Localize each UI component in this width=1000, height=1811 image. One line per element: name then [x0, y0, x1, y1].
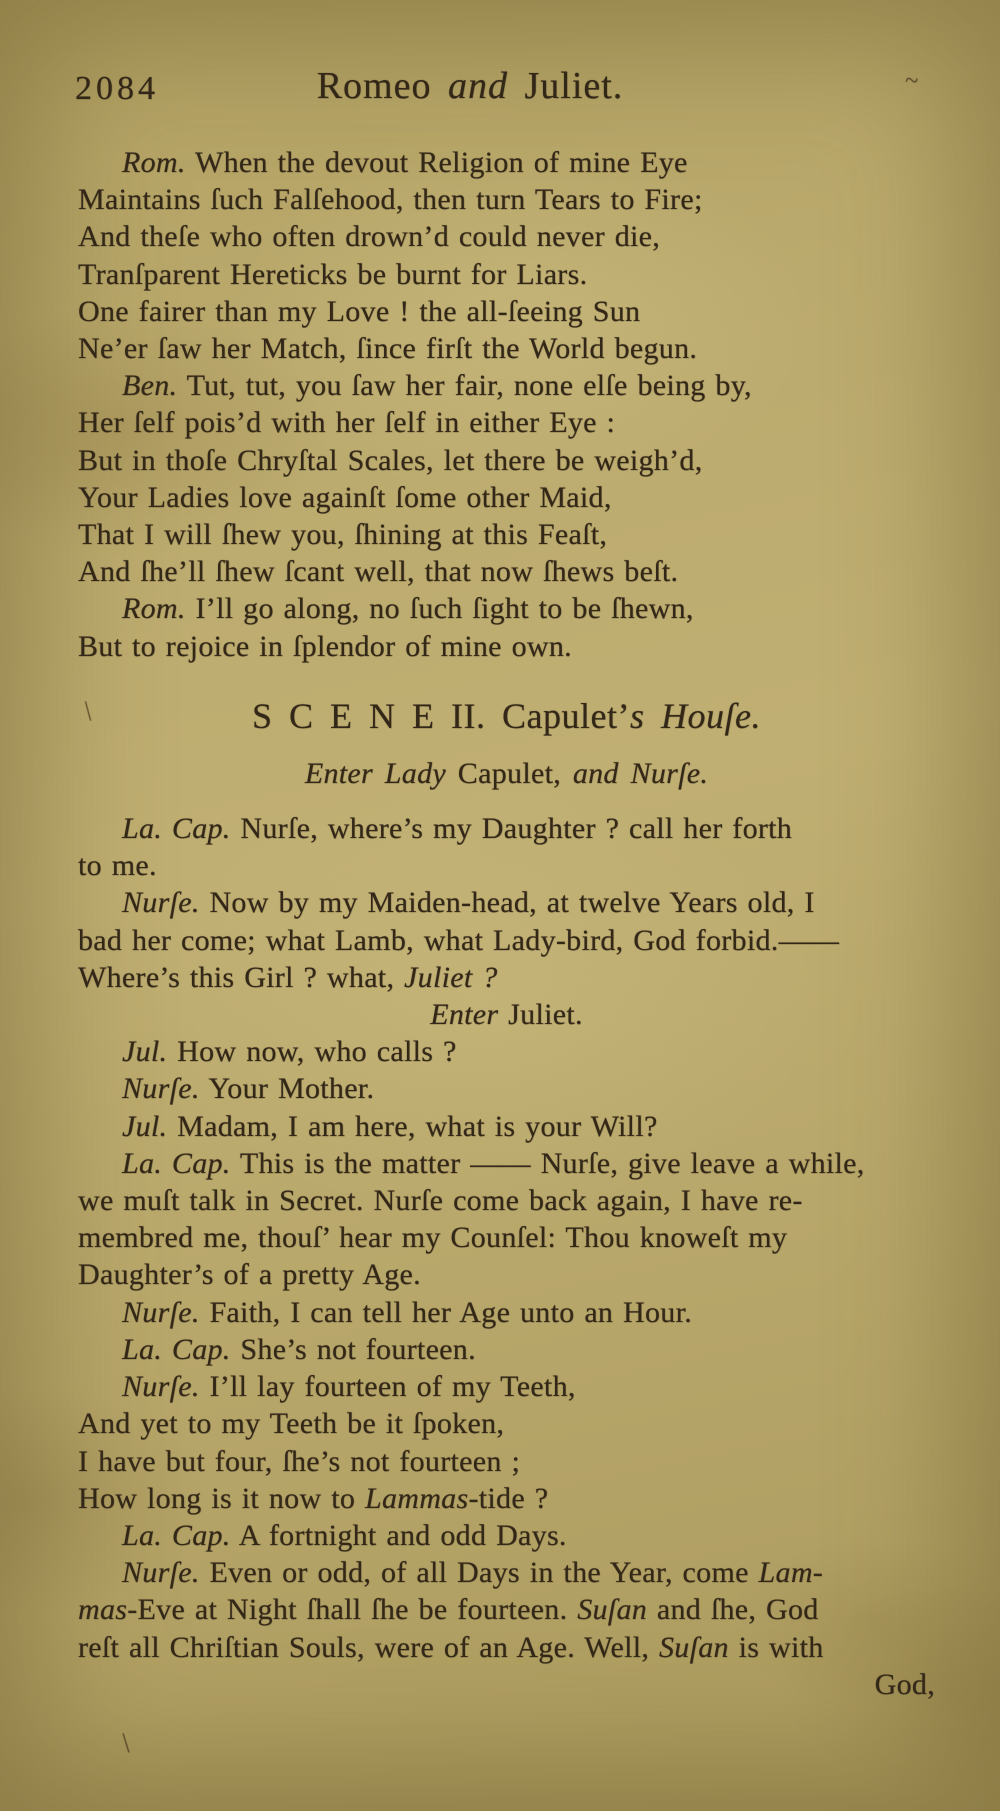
speech-line: [78, 1629, 935, 1666]
speech-line: [78, 1294, 935, 1331]
verse-line: [78, 256, 935, 293]
italic-text: Suſan: [577, 1593, 648, 1627]
italic-text: Nurſe.: [122, 1370, 200, 1404]
roman-text: And ſhe’ll ſhew ſcant well, that now ſhews beſt.: [78, 555, 679, 589]
speech-line: [78, 847, 935, 884]
page-text: [78, 144, 935, 1703]
speech-line: [78, 959, 935, 996]
italic-text: Jul.: [122, 1035, 168, 1069]
italic-text: Suſan: [658, 1630, 729, 1664]
stage-direction: [78, 996, 935, 1033]
roman-text: But to rejoice in ſplendor of mine own.: [78, 629, 572, 663]
roman-text: How now, who calls ?: [167, 1035, 457, 1069]
stray-ink-mark: \: [82, 695, 93, 728]
roman-text: Juliet.: [508, 998, 583, 1032]
roman-text: Your Ladies love againſt ſome other Maid,: [78, 480, 612, 514]
roman-text: -tide ?: [468, 1481, 549, 1515]
scene-heading: [78, 693, 935, 739]
roman-text: I’ll go along, no ſuch ſight to be ſhewn,: [185, 592, 694, 626]
roman-text: S C E N E II. Capulet’: [252, 695, 630, 736]
speech-line: [78, 1219, 935, 1256]
verse-line: [78, 442, 935, 479]
roman-text: Madam, I am here, what is your Will?: [167, 1109, 658, 1143]
speech-line: [78, 1145, 935, 1182]
italic-text: and Nurſe.: [572, 756, 709, 790]
roman-text: That I will ſhew you, ſhining at this Feaſt,: [78, 518, 608, 552]
roman-text: Where’s this Girl ? what,: [78, 960, 405, 994]
verse-line: [78, 330, 935, 367]
italic-text: Rom.: [122, 592, 186, 626]
roman-text: reſt all Chriſtian Souls, were of an Age. Well,: [78, 1630, 659, 1664]
speech-line: [78, 1108, 935, 1145]
italic-text: Nurſe.: [122, 886, 200, 920]
roman-text: And yet to my Teeth be it ſpoken,: [78, 1407, 505, 1441]
roman-text: Faith, I can tell her Age unto an Hour.: [199, 1295, 693, 1329]
italic-text: mas: [78, 1593, 128, 1627]
verse-line: [78, 404, 935, 441]
verse-line: [78, 516, 935, 553]
verse-line: [78, 218, 935, 255]
speech-line: [78, 1517, 935, 1554]
roman-text: She’s not fourteen.: [230, 1332, 476, 1366]
page-number: 2084: [75, 70, 159, 107]
roman-text: Even or odd, of all Days in the Year, come: [199, 1556, 759, 1590]
roman-text: Ne’er ſaw her Match, ſince firſt the World begun.: [78, 332, 698, 366]
speech-line: [78, 1256, 935, 1293]
italic-text: Ben.: [122, 369, 178, 403]
page-title: [75, 64, 865, 108]
roman-text: is with: [728, 1630, 824, 1664]
speech-line: [78, 1331, 935, 1368]
roman-text: I’ll lay fourteen of my Teeth,: [199, 1370, 576, 1404]
roman-text: One fairer than my Love ! the all-ſeeing Sun: [78, 294, 641, 328]
roman-text: Romeo: [316, 65, 448, 107]
italic-text: Rom.: [122, 146, 186, 179]
verse-line: [78, 628, 935, 665]
verse-line: [78, 479, 935, 516]
roman-text: -Eve at Night ſhall ſhe be fourteen.: [127, 1593, 578, 1627]
roman-text: Nurſe, where’s my Daughter ? call her forth: [230, 812, 793, 846]
stray-ink-mark: \: [121, 1727, 131, 1760]
speech-line: [78, 1070, 935, 1107]
stray-ink-mark: ~: [903, 67, 920, 95]
roman-text: Tranſparent Hereticks be burnt for Liars.: [78, 257, 588, 291]
italic-text: Enter Lady: [304, 756, 458, 790]
italic-text: Nurſe.: [122, 1072, 200, 1106]
speech-line: [78, 922, 935, 959]
italic-text: La. Cap.: [122, 1332, 231, 1366]
italic-text: Juliet ?: [404, 960, 498, 994]
roman-text: Juliet.: [507, 65, 624, 107]
roman-text: This is the matter —— Nurſe, give leave a while,: [230, 1146, 865, 1180]
roman-text: Her ſelf pois’d with her ſelf in either Eye :: [78, 406, 616, 440]
speech-line: [78, 1443, 935, 1480]
roman-text: But in thoſe Chryſtal Scales, let there be weigh’d,: [78, 443, 703, 477]
roman-text: Maintains ſuch Falſehood, then turn Tears to Fire;: [78, 183, 703, 217]
italic-text: and: [447, 65, 508, 107]
verse-line: [78, 293, 935, 330]
speech-line: [78, 1480, 935, 1517]
italic-text: Jul.: [122, 1109, 168, 1143]
roman-text: to me.: [78, 849, 157, 883]
italic-text: La. Cap.: [122, 812, 231, 846]
roman-text: Your Mother.: [199, 1072, 375, 1106]
roman-text: bad her come; what Lamb, what Lady-bird, God forbid.——: [78, 923, 840, 957]
speech-line: [78, 1368, 935, 1405]
italic-text: Nurſe.: [122, 1295, 200, 1329]
speech-line: [78, 1033, 935, 1070]
page-header: [75, 64, 865, 118]
italic-text: Lam-: [758, 1556, 824, 1590]
italic-text: Enter: [430, 998, 509, 1032]
roman-text: I have but four, ſhe’s not fourteen ;: [78, 1444, 521, 1478]
italic-text: Lammas: [364, 1481, 469, 1515]
italic-text: La. Cap.: [122, 1518, 231, 1552]
verse-line: [78, 590, 935, 627]
speech-line: [78, 1554, 935, 1591]
roman-text: How long is it now to: [78, 1481, 365, 1515]
roman-text: membred me, thouſ’ hear my Counſel: Thou knoweſt my: [78, 1221, 788, 1255]
verse-line: [78, 367, 935, 404]
roman-text: God,: [874, 1667, 935, 1701]
catchword: [78, 1666, 935, 1703]
speech-line: [78, 1591, 935, 1628]
roman-text: we muſt talk in Secret. Nurſe come back again, I have re-: [78, 1184, 803, 1218]
speech-line: [78, 1405, 935, 1442]
italic-text: s Houſe.: [629, 695, 761, 736]
roman-text: and ſhe, God: [647, 1593, 819, 1627]
roman-text: When the devout Religion of mine Eye: [185, 146, 688, 179]
stage-direction: [78, 755, 935, 792]
verse-line: [78, 553, 935, 590]
italic-text: La. Cap.: [122, 1146, 231, 1180]
roman-text: A fortnight and odd Days.: [230, 1518, 567, 1552]
roman-text: Tut, tut, you ſaw her fair, none elſe being by,: [177, 369, 752, 403]
roman-text: Now by my Maiden-head, at twelve Years old, I: [199, 886, 815, 920]
speech-line: [78, 1182, 935, 1219]
italic-text: Nurſe.: [122, 1556, 200, 1590]
roman-text: And theſe who often drown’d could never die,: [78, 220, 661, 254]
verse-line: [78, 144, 935, 181]
roman-text: Daughter’s of a pretty Age.: [78, 1258, 421, 1292]
verse-line: [78, 181, 935, 218]
speech-line: [78, 810, 935, 847]
speech-line: [78, 884, 935, 921]
roman-text: Capulet,: [457, 756, 573, 790]
